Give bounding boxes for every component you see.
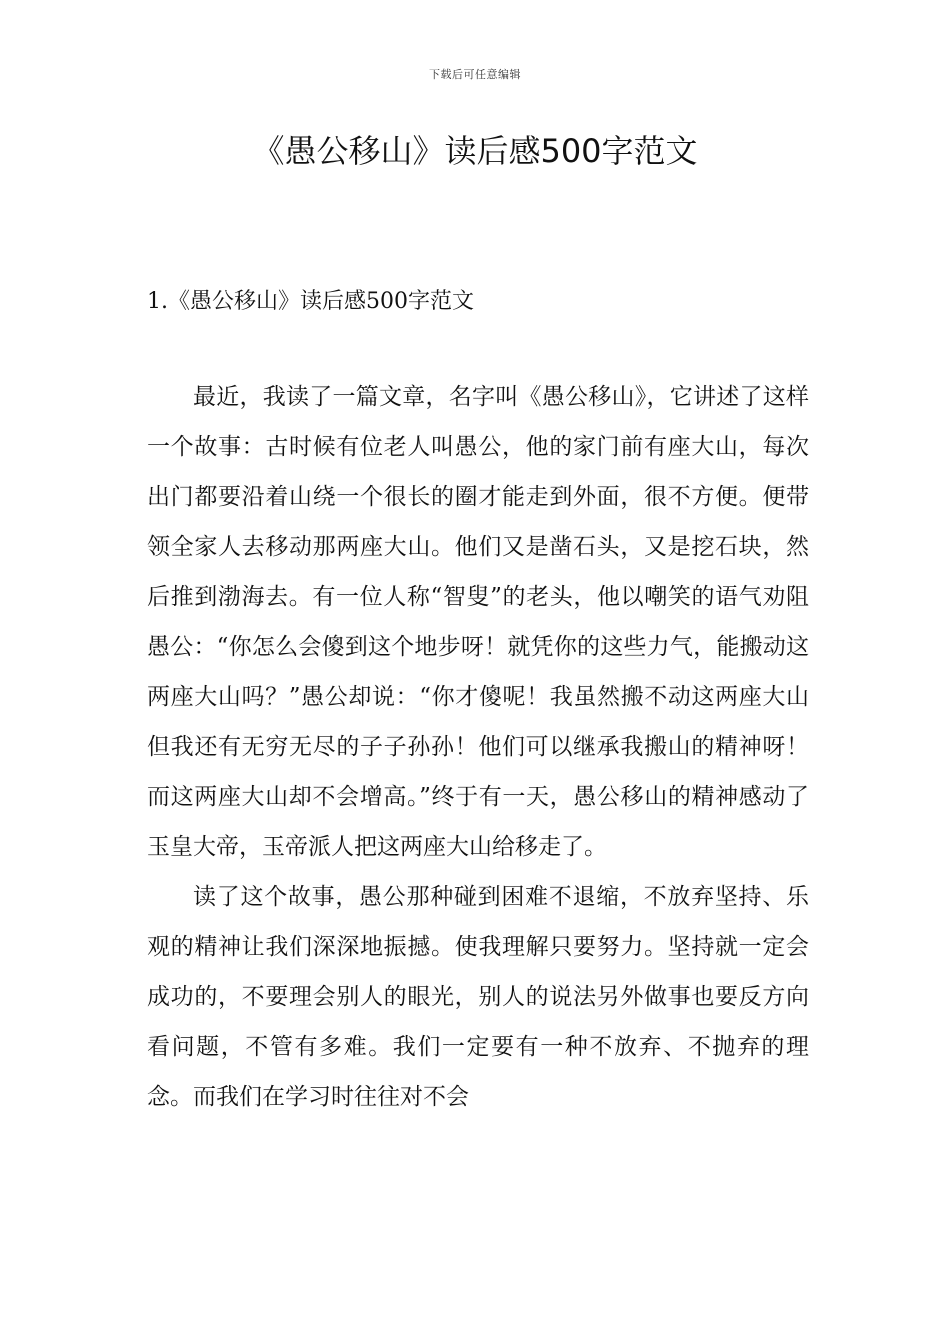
document-title: 《愚公移山》读后感500字范文 — [252, 132, 698, 170]
paragraph: 读了这个故事，愚公那种碰到困难不退缩，不放弃坚持、乐观的精神让我们深深地振撼。使我理解只要努力。坚持就一定会成功的，不要理会别人的眼光，别人的说法另外做事也要反方向看问题，不管有多难。我们一定要有一种不放弃、不抛弃的理念。而我们在学习时往往对不会 — [147, 884, 809, 1110]
body-text — [147, 372, 809, 1122]
section-heading: 1.《愚公移山》读后感500字范文 — [147, 289, 474, 314]
header-note: 下载后可任意编辑 — [429, 68, 521, 81]
paragraph: 最近，我读了一篇文章，名字叫《愚公移山》，它讲述了这样一个故事：古时候有位老人叫愚公，他的家门前有座大山，每次出门都要沿着山绕一个很长的圈才能走到外面，很不方便。便带领全家人去移动那两座大山。他们又是凿石头，又是挖石块，然后推到渤海去。有一位人称“智叟”的老头，他以嘲笑的语气劝阻愚公：“你怎么会傻到这个地步呀！就凭你的这些力气，能搬动这两座大山吗？”愚公却说：“你才傻呢！我虽然搬不动这两座大山但我还有无穷无尽的子子孙孙！他们可以继承我搬山的精神呀！而这两座大山却不会增高。”终于有一天，愚公移山的精神感动了玉皇大帝，玉帝派人把这两座大山给移走了。 — [147, 384, 809, 860]
